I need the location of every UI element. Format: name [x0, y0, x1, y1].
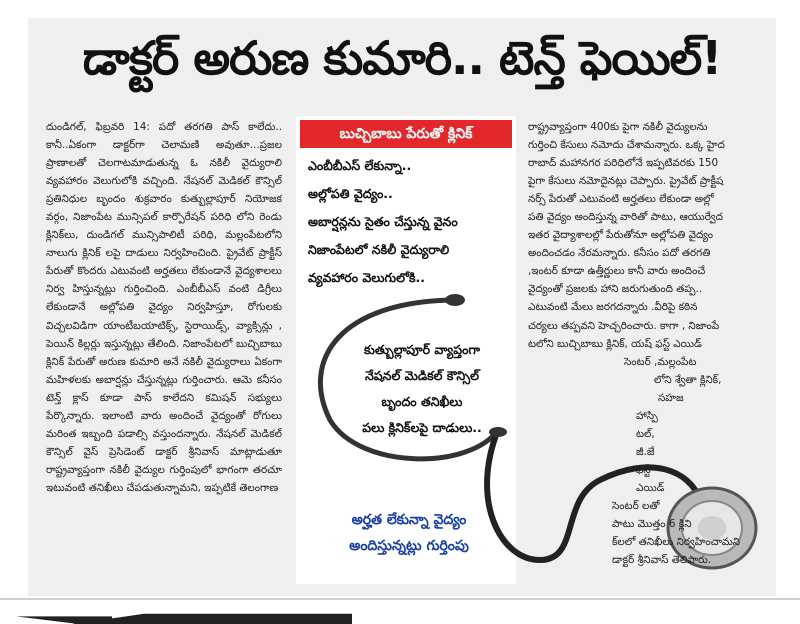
highlight-mid-line-1: కుత్బుల్లాపూర్ వ్యాప్తంగా — [364, 342, 480, 357]
highlight-line-2: అల్లోపతి వైద్యం.. — [308, 186, 393, 201]
left-column-text: దుండిగల్, ఫిబ్రవరి 14: పదో తరగతి పాస్ కాలేదు.. కానీ..ఏకంగా డాక్టర్‌గా చెలామణి అవుతూ...ప్రజల ప్రాణాలతో చెలగాటమాడుతున్న ఓ నకిలీ వైద్యురాలి వ్యవహారం వెలుగులోకి వచ్చింది. నేషనల్ మెడికల్ కౌన్సిల్ ప్రతినిధుల బృందం శుక్రవారం కుత్బుల్లాపూర్ నియోజక వర్గం, నిజాంపేట మున్సిపల్ కార్పొరేషన్ పరిధి లోని రెండు క్లినిక్‌లు, దుండిగల్ మున్సిపాలిటీ పరిధి, మల్లంపేటలోని నాలుగు క్లినిక్ లపై దాడులు నిర్వహించింది. ప్రైవేట్ ప్రాక్టీస్ పేరుతో కొందరు ఎటువంటి అర్హతలు లేకుండానే వైద్యశాలలు నిర్వ హిస్తున్నట్లు గుర్తించింది. ఎంబీబీఎస్ వంటి డిగ్రీలు లేకుండానే అల్లోపతి వైద్యం నిర్వహిస్తూ, రోగులకు విచ్చలవిడిగా యాంటీబయాటిక్స్, స్టెరాయిడ్స్, వ్యాక్సిన్లు , పెయిన్ కిల్లర్లు ఇస్తున్నట్లు తేలింది. నిజాంపేటలో బుచ్చిబాబు క్లినిక్ పేరుతో అరుణ కుమారి అనే నకిలీ వైద్యురాలు ఏకంగా మహిళలకు అబార్షన్లు చేస్తున్నట్లు గుర్తించారు. ఆమె కనీసం టెన్త్ క్లాస్ కూడా పాస్ కాలేదని కమిషన్ సభ్యులు పేర్కొన్నారు. ఇలాంటి వారు అందించే వైద్యంతో రోగులు మరింత ఇబ్బంది పడాల్సి వస్తుందన్నారు. నేషనల్ మెడికల్ కౌన్సిల్ వైస్ ప్రెసిడెంట్ డాక్టర్ శ్రీనివాస్ మాట్లాడుతూ రాష్ట్రవ్యాప్తంగా నకిలీ వైద్యుల గుర్తింపులో భాగంగా తరచూ ఇటువంటి తనిఖీలు చేపడుతున్నామని, ఇప్పటికే తెలంగాణ — [46, 121, 282, 494]
right-line: ,ఇంటర్ కూడా ఉత్తీర్ణులు కానీ వారు అందించే — [528, 265, 706, 278]
right-line: రాష్ట్రవ్యాప్తంగా 400కు పైగా నకిలీ వైద్యులను — [528, 121, 708, 133]
right-line: పతి వైద్యం అందిస్తున్న వారితో పాటు, ఆయుర్వేద — [528, 211, 723, 224]
right-line-narrow: ఫస్ట్ — [636, 463, 651, 476]
right-line: పైగా కేసులు నమోదైనట్లు చెప్పారు. ప్రైవేట్ ప్రాక్టీష — [528, 175, 724, 188]
right-line-narrow: టల్, — [636, 427, 655, 440]
right-line: టలోని బుచ్చిబాబు క్లినిక్, యష్ ఫస్ట్ ఎయిడ్ — [528, 337, 702, 350]
right-line-tail: డాక్టర్ శ్రీనివాస్ తెలిపారు. — [612, 554, 712, 567]
right-line-narrow: సెంటర్ ,మల్లంపేట — [624, 355, 697, 368]
right-line-tail: పాటు మొత్తం 6 క్లిని — [612, 518, 692, 531]
page-title: డాక్టర్ అరుణ కుమారి.. టెన్త్ ఫెయిల్! — [82, 31, 722, 85]
right-line: వైద్యంతో ప్రజలకు హాని జరుగుతుంది తప్ప.. — [528, 283, 703, 296]
right-line-narrow: సహజ — [658, 391, 684, 404]
right-line-narrow: లోని శ్వేతా క్లినిక్, — [654, 373, 722, 386]
highlight-mid-line-2: నేషనల్ మెడికల్ కౌన్సిల్ — [364, 368, 479, 383]
highlight-banner: బుచ్చిబాబు పేరుతో క్లినిక్ — [300, 120, 512, 148]
article-column-right — [528, 118, 768, 588]
right-line-narrow: హాస్పి — [636, 409, 658, 422]
right-line-tail: క్‌లలో తనిఖీలు నిర్వహించామని — [612, 536, 741, 549]
highlight-caption-line-2: అందిస్తున్నట్లు గుర్తింపు — [349, 538, 469, 554]
right-line: అందించడం నేరమన్నారు. కనీసం పదో తరగతి — [528, 247, 711, 260]
right-line: ఎటువంటి మేలు జరగదన్నారు .వీరిపై కఠిన — [528, 301, 698, 314]
highlight-line-1: ఎంబీబీఎస్ లేకున్నా.. — [308, 158, 412, 173]
right-line: గుర్తించి కేసులు నమోదు చేశామన్నారు. ఒక్క హైద — [528, 139, 725, 152]
highlight-line-4: నిజాంపేటలో నకిలీ వైద్యురాలి — [308, 242, 450, 257]
right-line: రాబాద్ మహానగర పరిధిలోనే ఇప్పటివరకు 150 — [528, 157, 719, 170]
highlight-line-5: వ్యవహారం వెలుగులోకి.. — [308, 270, 426, 285]
right-line: నర్స్ పేరుతో ఎటువంటి అర్హతలు లేకుండా అల్లో — [528, 193, 714, 206]
right-line-narrow: జీ.జే — [636, 445, 655, 458]
divider — [0, 598, 800, 600]
right-line: చర్యలు తప్పవని హెచ్చరించారు. కాగా , నిజాంపే — [528, 319, 720, 332]
right-line-narrow: ఎయిడ్ — [636, 481, 665, 494]
highlight-line-3: అబార్షన్లను సైతం చేస్తున్న వైనం — [308, 214, 458, 229]
highlight-mid-line-4: పలు క్లినిక్‌లపై దాడులు.. — [362, 420, 482, 435]
next-article-headline-clipped — [0, 604, 800, 624]
highlight-caption-line-1: అర్హత లేకున్నా వైద్యం — [351, 512, 467, 528]
right-line-narrow: సెంటర్ లతో — [612, 499, 660, 512]
right-line: ఇతర వైద్యాశాలల్లో పేరుతోనూ అల్లోపతి వైద్యం — [528, 229, 714, 242]
highlight-mid-line-3: బృందం తనిఖీలు — [381, 394, 463, 409]
